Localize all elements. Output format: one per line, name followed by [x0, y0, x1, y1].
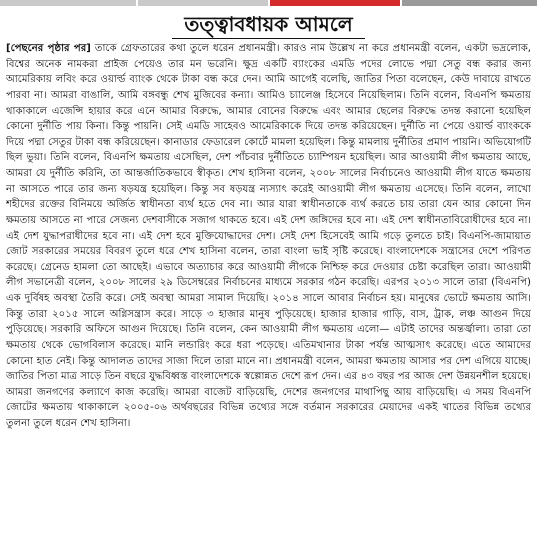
article-paragraph: [6, 41, 531, 432]
color-bar-segment: [402, 0, 537, 6]
article-headline: তত্ত্বাবধায়ক আমলে: [184, 12, 353, 36]
headline-underline: [172, 38, 365, 39]
article-body: [6, 41, 531, 544]
continued-from-label: [পেছনের পৃষ্ঠার পর]: [6, 43, 91, 54]
article-body-text: তাকে গ্রেফতারের কথা তুলে ধরেন প্রধানমন্ত্রী। কারও নাম উল্লেখ না করে প্রধানমন্ত্রী বলেন, একটা ভদ্রলোক, বিশ্বের অনেক নামকরা প্রাইজ পেয়েও তার মন ভরেনি। ক্ষুদ্র একটি ব্যাংকের এমডি পদের লোভে পদ্মা সেতু বন্ধ করার জন্য আমেরিকায় লবিং করে ওয়ার্ল্ড ব্যাংক থেকে টাকা বন্ধ করে দেন। আমি আগেই বলেছি, জাতির পিতা বলেছেন, কেউ দাবায়ে রাখতে পারবা না। আমরা বাঙালি, আমি বঙ্গবন্ধু শেখ মুজিবের কন্যা। আমিও চ্যালেঞ্জ হিসেবে নিয়েছিলাম। তিনি বলেন, বিএনপি ক্ষমতায় থাকাকালে এজেন্সি হায়ার করে এনে আমার বিরুদ্ধে, আমার বোনের বিরুদ্ধে এবং আমার ছেলের বিরুদ্ধে তদন্ত করানো হয়েছিল কোনো দুর্নীতি পায় কিনা। কিন্তু পায়নি। সেই এমডি সাহেবও আমেরিকাকে দিয়ে তদন্ত করিয়েছেন। দুর্নীতি না পেয়ে ওয়ার্ল্ড ব্যাংককে দিয়ে পদ্মা সেতুর টাকা বন্ধ করিয়েছেন। কানাডার ফেডারেল কোর্টে মামলা হয়েছিল। কিন্তু মামলায় দুর্নীতির প্রমাণ পায়নি। অভিযোগটি ছিল ভুয়া। তিনি বলেন, বিএনপি ক্ষমতায় এসেছিল, দেশ পাঁচবার দুর্নীতিতে চ্যাম্পিয়ন হয়েছিল। আর আওয়ামী লীগ ক্ষমতায় আছে, আমরা যে দুর্নীতি করিনি, তা আন্তর্জাতিকভাবে স্বীকৃত। শেখ হাসিনা বলেন, ২০০৮ সালের নির্বাচনেও আওয়ামী লীগ যাতে ক্ষমতায় না আসতে পারে তার জন্য ষড়যন্ত্র হয়েছিল। কিন্তু সব ষড়যন্ত্র ন্যস্যাৎ করেই আওয়ামী লীগ ক্ষমতায় এসেছে। তিনি বলেন, লাখো শহীদের রক্তের বিনিময়ে অর্জিত স্বাধীনতা ব্যর্থ হতে দেব না। আর যারা স্বাধীনতাকে ব্যর্থ করতে চায় তারা যেন আর কোনো দিন ক্ষমতায় আসতে না পারে সেজন্য দেশবাসীকে সজাগ থাকতে হবে। এই দেশ জঙ্গিদের হবে না। এই দেশ স্বাধীনতাবিরোধীদের হবে না। এই দেশ যুদ্ধাপরাধীদের হবে না। এই দেশ হবে মুক্তিযোদ্ধাদের দেশ। সেই দেশ হিসেবেই আমি গড়ে তুলতে চাই। বিএনপি-জামায়াত জোট সরকারের সময়ের বিবরণ তুলে ধরে শেখ হাসিনা বলেন, তারা বাংলা ভাই সৃষ্টি করেছে। বাংলাদেশকে সন্ত্রাসের দেশে পরিণত করেছে। গ্রেনেড হামলা তো আছেই। এভাবে অত্যাচার করে আওয়ামী লীগকে নিশ্চিহ্ন করে দেওয়ার চেষ্টা করেছিল তারা। আওয়ামী লীগ সভানেত্রী বলেন, ২০০৮ সালের ২৯ ডিসেম্বরের নির্বাচনের মাধ্যমে সরকার গঠন করেছি। এরপর ২০১৩ সালে তারা (বিএনপি) এক দুর্বিষহ অবস্থা তৈরি করে। সেই অবস্থা আমরা সামাল দিয়েছি। ২০১৪ সালে আবার নির্বাচন হয়। মানুষের ভোটে ক্ষমতায় আসি। কিন্তু তারা ২০১৫ সালে অগ্নিসন্ত্রাস করে। সাড়ে ৩ হাজার মানুষ পুড়িয়েছে। হাজার হাজার গাড়ি, বাস, ট্রাক, লঞ্চ আগুন দিয়ে পুড়িয়েছে। সরকারি অফিসে আগুন দিয়েছে। তিনি বলেন, কেন আওয়ামী লীগ ক্ষমতায় এলো— এটাই তাদের অন্তর্জ্বালা। তারা তো ক্ষমতায় থেকে ভোগবিলাস করেছে। মানি লন্ডারিং করে ধরা পড়েছে। এতিমখানার টাকা পর্যন্ত আত্মসাৎ করেছে। এতে আমাদের কোনো হাত নেই। কিন্তু আদালত তাদের সাজা দিলে তারা মানে না। প্রধানমন্ত্রী বলেন, আমরা ক্ষমতায় আসার পর দেশ এগিয়ে যাচ্ছে। জাতির পিতা মাত্র সাড়ে তিন বছরে যুদ্ধবিধ্বস্ত বাংলাদেশকে স্বল্পোন্নত দেশে রূপ দেন। এর ৪৩ বছর পর আজ দেশ উন্নয়নশীল হয়েছে। আমরা জনগণের কল্যাণে কাজ করেছি। আমরা বাজেট বাড়িয়েছি, দেশের জনগণের মাথাপিছু আয় বাড়িয়েছি। এ সময় বিএনপি জোটের ক্ষমতায় থাকাকালে ২০০৫-০৬ অর্থবছরের বিভিন্ন তথ্যের সঙ্গে বর্তমান সরকারের মেয়াদের একই খাতের বিভিন্ন তথ্যের তুলনা তুলে ধরেন শেখ হাসিনা।: [6, 43, 531, 429]
color-bar-segment: [270, 0, 400, 6]
color-bar-segment: [138, 0, 268, 6]
color-bar-segment: [0, 0, 136, 6]
section-color-bar: [0, 0, 537, 6]
